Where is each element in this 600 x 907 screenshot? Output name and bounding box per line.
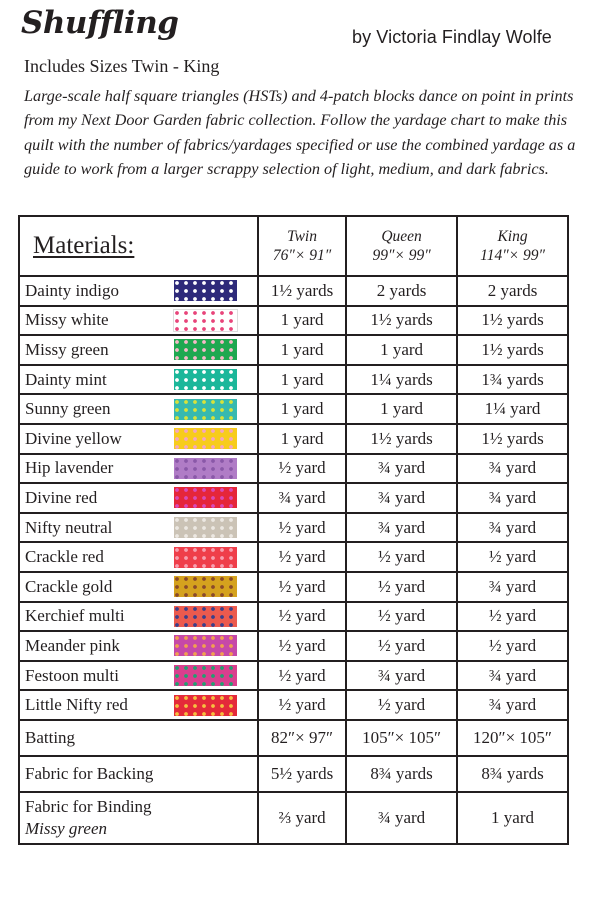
- yardage-king: ¾ yard: [457, 454, 568, 484]
- yardage-twin: ½ yard: [258, 454, 346, 484]
- fabric-name-cell: [19, 424, 258, 454]
- fabric-name: Divine yellow: [25, 428, 122, 448]
- yardage-twin: 1 yard: [258, 424, 346, 454]
- fabric-name-cell: [19, 454, 258, 484]
- table-row: [19, 483, 568, 513]
- yardage-queen: ¾ yard: [346, 661, 457, 691]
- yardage-queen: ¾ yard: [346, 483, 457, 513]
- table-row: [19, 424, 568, 454]
- column-header-twin: [258, 216, 346, 276]
- size-name: Queen: [381, 228, 422, 245]
- yardage-king: ¾ yard: [457, 661, 568, 691]
- fabric-swatch-icon: [174, 487, 237, 508]
- fabric-name: Crackle red: [25, 547, 104, 567]
- table-row: [19, 394, 568, 424]
- yardage-king: ½ yard: [457, 602, 568, 632]
- fabric-name-cell: [19, 542, 258, 572]
- materials-table: [18, 215, 569, 845]
- yardage-queen: ½ yard: [346, 572, 457, 602]
- fabric-name: Missy green: [25, 339, 109, 359]
- column-header-king: [457, 216, 568, 276]
- yardage-twin: 1½ yards: [258, 276, 346, 306]
- fabric-swatch-icon: [174, 547, 237, 568]
- size-dims: 99″× 99″: [372, 247, 431, 264]
- yardage-twin: 1 yard: [258, 365, 346, 395]
- yardage-twin: ½ yard: [258, 542, 346, 572]
- fabric-name: Divine red: [25, 487, 98, 507]
- sizes-subtitle: Includes Sizes Twin - King: [24, 56, 220, 76]
- binding-label-cell: [19, 792, 258, 844]
- fabric-swatch-icon: [174, 517, 237, 538]
- fabric-swatch-icon: [174, 576, 237, 597]
- backing-twin: 5½ yards: [258, 756, 346, 792]
- table-row: [19, 631, 568, 661]
- yardage-queen: ¾ yard: [346, 454, 457, 484]
- fabric-name: Kerchief multi: [25, 606, 125, 626]
- fabric-name: Festoon multi: [25, 665, 119, 685]
- pattern-title: Shuffling: [21, 5, 179, 41]
- table-row: [19, 661, 568, 691]
- fabric-name-cell: [19, 335, 258, 365]
- fabric-swatch-icon: [174, 428, 237, 449]
- backing-label: Fabric for Backing: [25, 763, 154, 783]
- fabric-name: Dainty indigo: [25, 280, 119, 300]
- table-row: [19, 513, 568, 543]
- batting-queen: 105″× 105″: [346, 720, 457, 756]
- fabric-swatch-icon: [174, 458, 237, 479]
- yardage-twin: ½ yard: [258, 631, 346, 661]
- fabric-name-cell: [19, 394, 258, 424]
- fabric-name-cell: [19, 483, 258, 513]
- fabric-name-cell: [19, 690, 258, 720]
- author-byline: by Victoria Findlay Wolfe: [352, 27, 552, 47]
- table-row: [19, 602, 568, 632]
- table-header-row: [19, 216, 568, 276]
- yardage-king: 1¾ yards: [457, 365, 568, 395]
- table-row: [19, 454, 568, 484]
- yardage-king: 1½ yards: [457, 335, 568, 365]
- yardage-twin: ½ yard: [258, 661, 346, 691]
- materials-heading: Materials:: [19, 216, 258, 276]
- yardage-twin: ¾ yard: [258, 483, 346, 513]
- backing-row: [19, 756, 568, 792]
- fabric-name-cell: [19, 276, 258, 306]
- yardage-queen: ½ yard: [346, 631, 457, 661]
- fabric-name: Little Nifty red: [25, 695, 128, 715]
- table-row: [19, 335, 568, 365]
- yardage-twin: ½ yard: [258, 513, 346, 543]
- fabric-name: Nifty neutral: [25, 517, 113, 537]
- fabric-name: Sunny green: [25, 399, 111, 419]
- yardage-king: ½ yard: [457, 542, 568, 572]
- yardage-queen: ½ yard: [346, 690, 457, 720]
- yardage-queen: 1¼ yards: [346, 365, 457, 395]
- yardage-king: ¾ yard: [457, 483, 568, 513]
- yardage-queen: ½ yard: [346, 542, 457, 572]
- yardage-king: ¾ yard: [457, 513, 568, 543]
- batting-row: [19, 720, 568, 756]
- fabric-swatch-icon: [174, 635, 237, 656]
- fabric-name-cell: [19, 513, 258, 543]
- pattern-description: Large-scale half square triangles (HSTs) and 4-patch blocks dance on point in prints from my Next Door Garden fabric collection. Follow the yardage chart to make this quilt with the number of fabrics/yardages specified or use the combined yardage as a guide to work from a larger scrappy selection of light, medium, and dark fabrics.: [24, 87, 576, 178]
- yardage-queen: 2 yards: [346, 276, 457, 306]
- backing-label-cell: [19, 756, 258, 792]
- fabric-swatch-icon: [174, 369, 237, 390]
- yardage-queen: ¾ yard: [346, 513, 457, 543]
- fabric-name-cell: [19, 365, 258, 395]
- batting-king: 120″× 105″: [457, 720, 568, 756]
- fabric-swatch-icon: [174, 399, 237, 420]
- binding-fabric-note: Missy green: [25, 818, 107, 838]
- yardage-twin: 1 yard: [258, 306, 346, 336]
- fabric-swatch-icon: [174, 310, 237, 331]
- size-dims: 114″× 99″: [480, 247, 545, 264]
- batting-label-cell: [19, 720, 258, 756]
- binding-queen: ¾ yard: [346, 792, 457, 844]
- binding-king: 1 yard: [457, 792, 568, 844]
- fabric-name-cell: [19, 572, 258, 602]
- yardage-queen: ½ yard: [346, 602, 457, 632]
- yardage-king: 2 yards: [457, 276, 568, 306]
- fabric-name: Crackle gold: [25, 576, 113, 596]
- binding-twin: ⅔ yard: [258, 792, 346, 844]
- column-header-queen: [346, 216, 457, 276]
- yardage-twin: 1 yard: [258, 335, 346, 365]
- binding-label: Fabric for Binding: [25, 796, 152, 816]
- yardage-king: ¾ yard: [457, 690, 568, 720]
- backing-queen: 8¾ yards: [346, 756, 457, 792]
- table-row: [19, 365, 568, 395]
- yardage-king: ¾ yard: [457, 572, 568, 602]
- table-row: [19, 542, 568, 572]
- fabric-name-cell: [19, 602, 258, 632]
- yardage-queen: 1 yard: [346, 335, 457, 365]
- fabric-swatch-icon: [174, 280, 237, 301]
- fabric-name: Hip lavender: [25, 458, 114, 478]
- fabric-name: Dainty mint: [25, 369, 107, 389]
- table-row: [19, 690, 568, 720]
- fabric-swatch-icon: [174, 695, 237, 716]
- batting-twin: 82″× 97″: [258, 720, 346, 756]
- fabric-swatch-icon: [174, 665, 237, 686]
- yardage-twin: ½ yard: [258, 690, 346, 720]
- yardage-twin: ½ yard: [258, 602, 346, 632]
- fabric-name-cell: [19, 661, 258, 691]
- yardage-king: 1½ yards: [457, 306, 568, 336]
- yardage-king: 1½ yards: [457, 424, 568, 454]
- yardage-king: ½ yard: [457, 631, 568, 661]
- yardage-queen: 1 yard: [346, 394, 457, 424]
- fabric-name: Missy white: [25, 310, 109, 330]
- yardage-twin: ½ yard: [258, 572, 346, 602]
- binding-row: [19, 792, 568, 844]
- fabric-name: Meander pink: [25, 635, 120, 655]
- backing-king: 8¾ yards: [457, 756, 568, 792]
- fabric-swatch-icon: [174, 606, 237, 627]
- batting-label: Batting: [25, 727, 76, 747]
- size-name: Twin: [287, 228, 317, 245]
- fabric-name-cell: [19, 306, 258, 336]
- table-row: [19, 572, 568, 602]
- fabric-swatch-icon: [174, 339, 237, 360]
- table-row: [19, 276, 568, 306]
- yardage-queen: 1½ yards: [346, 306, 457, 336]
- yardage-twin: 1 yard: [258, 394, 346, 424]
- size-name: King: [497, 228, 528, 245]
- fabric-name-cell: [19, 631, 258, 661]
- yardage-king: 1¼ yard: [457, 394, 568, 424]
- yardage-queen: 1½ yards: [346, 424, 457, 454]
- table-row: [19, 306, 568, 336]
- size-dims: 76″× 91″: [272, 247, 332, 264]
